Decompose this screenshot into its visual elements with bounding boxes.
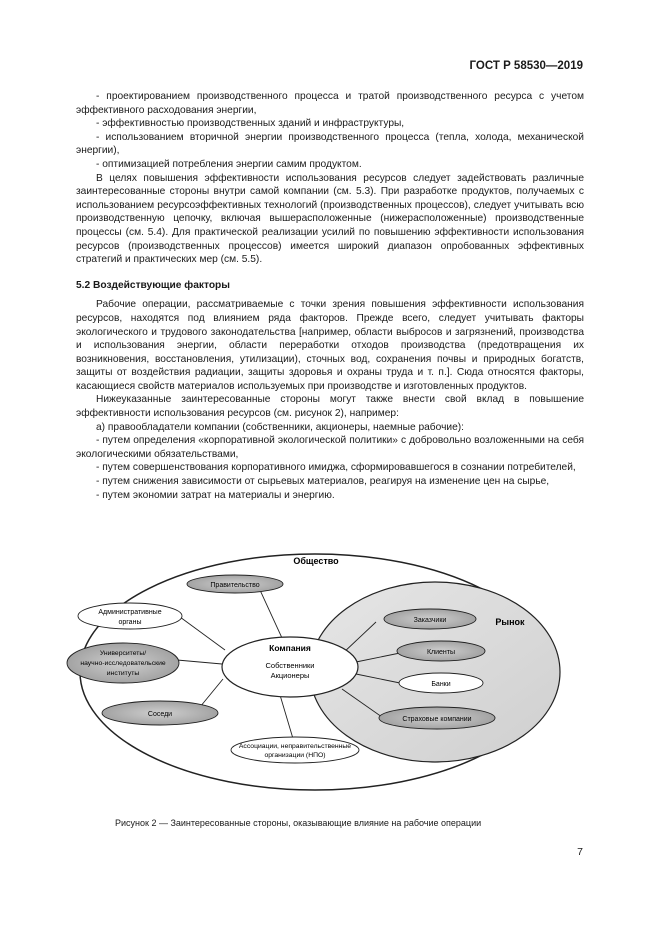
- body-text: [76, 90, 584, 502]
- government-label: Правительство: [210, 582, 260, 589]
- customers-label: Заказчики: [413, 617, 447, 624]
- company-label: Компания: [269, 643, 311, 653]
- admin-label-1: Административные: [98, 609, 162, 616]
- document-id: ГОСТ Р 58530—2019: [469, 60, 583, 72]
- banks-label: Банки: [431, 681, 451, 688]
- associations-label-2: организации (НПО): [264, 752, 326, 759]
- owners-label: Собственники: [265, 661, 315, 670]
- stakeholder-diagram: [60, 542, 570, 802]
- associations-node: [231, 737, 359, 763]
- bullet-item: - эффективностью производственных зданий и инфраструктуры,: [96, 118, 405, 130]
- market-label: Рынок: [495, 617, 525, 627]
- admin-label-2: органы: [118, 619, 142, 626]
- bullet-item: - оптимизацией потребления энергии самим продуктом.: [96, 158, 362, 170]
- society-label: Общество: [293, 556, 339, 566]
- paragraph: Нижеуказанные заинтересованные стороны могут также внести свой вклад в повышение эффективности использования ресурсов (см. рисунок 2), например:: [76, 394, 584, 420]
- bullet-item: - путем совершенствования корпоративного имиджа, сформировавшегося в сознании потребителей,: [96, 462, 576, 474]
- clients-label: Клиенты: [426, 649, 456, 656]
- section-heading: 5.2 Воздействующие факторы: [76, 279, 230, 291]
- paragraph: В целях повышения эффективности использования ресурсов следует задействовать различные заинтересованные стороны внутри самой компании (см. 5.3). При разработке продуктов, получаемых с использованием ресурсоэффективных технологий (производственных процессов), следует учитывать всю производственную цепочку, включая вышерасположенные (нижерасположенные) производственные процессы (см. 5.4). Для практической реализации усилий по повышению эффективности использования ресурсов (производственных процессов) имеется широкий диапазон опробованных эффективных стратегий и практических мер (см. 5.5).: [76, 172, 584, 266]
- shareholders-label: Акционеры: [270, 671, 310, 680]
- neighbors-label: Соседи: [147, 711, 173, 718]
- list-item: а) правообладатели компании (собственники, акционеры, наемные рабочие):: [96, 421, 464, 433]
- bullet-item: - проектированием производственного процесса и тратой производственного ресурса с учетом эффективного расходования энергии,: [76, 91, 584, 116]
- associations-label-1: Ассоциации, неправительственные: [238, 743, 352, 750]
- paragraph: Рабочие операции, рассматриваемые с точки зрения повышения эффективности использования ресурсов, находятся под влиянием ряда факторов. Прежде всего, следует учитывать факторы экологического и трудового законодательства [например, области выбросов и загрязнений, производства и использования энергии, области переработки отходов производства (предотвращения их возникновения, восстановления, утилизации), сточных вод, сохранения почвы и природных богатств, защиты от воздействия радиации, защиты здоровья и охраны труда и т. п.]. Сюда относятся факторы, касающиеся свойств материалов используемых при производстве и изготовленных продуктов.: [76, 299, 584, 392]
- bullet-item: - путем снижения зависимости от сырьевых материалов, реагируя на изменение цен на сырье,: [96, 476, 550, 488]
- universities-label-2: научно-исследовательские: [80, 660, 166, 667]
- bullet-item: - использованием вторичной энергии производственного процесса (тепла, холода, механической энергии),: [76, 131, 584, 157]
- universities-label-1: Университеты/: [99, 650, 147, 657]
- page-number: 7: [577, 846, 583, 858]
- figure-caption: Рисунок 2 — Заинтересованные стороны, оказывающие влияние на рабочие операции: [115, 818, 482, 828]
- insurance-label: Страховые компании: [402, 716, 472, 723]
- bullet-item: - путем определения «корпоративной экологической политики» с добровольно возложенными на себя экологическими обязательствами,: [76, 435, 584, 460]
- bullet-item: - путем экономии затрат на материалы и энергию.: [96, 489, 335, 501]
- universities-label-3: институты: [106, 670, 140, 677]
